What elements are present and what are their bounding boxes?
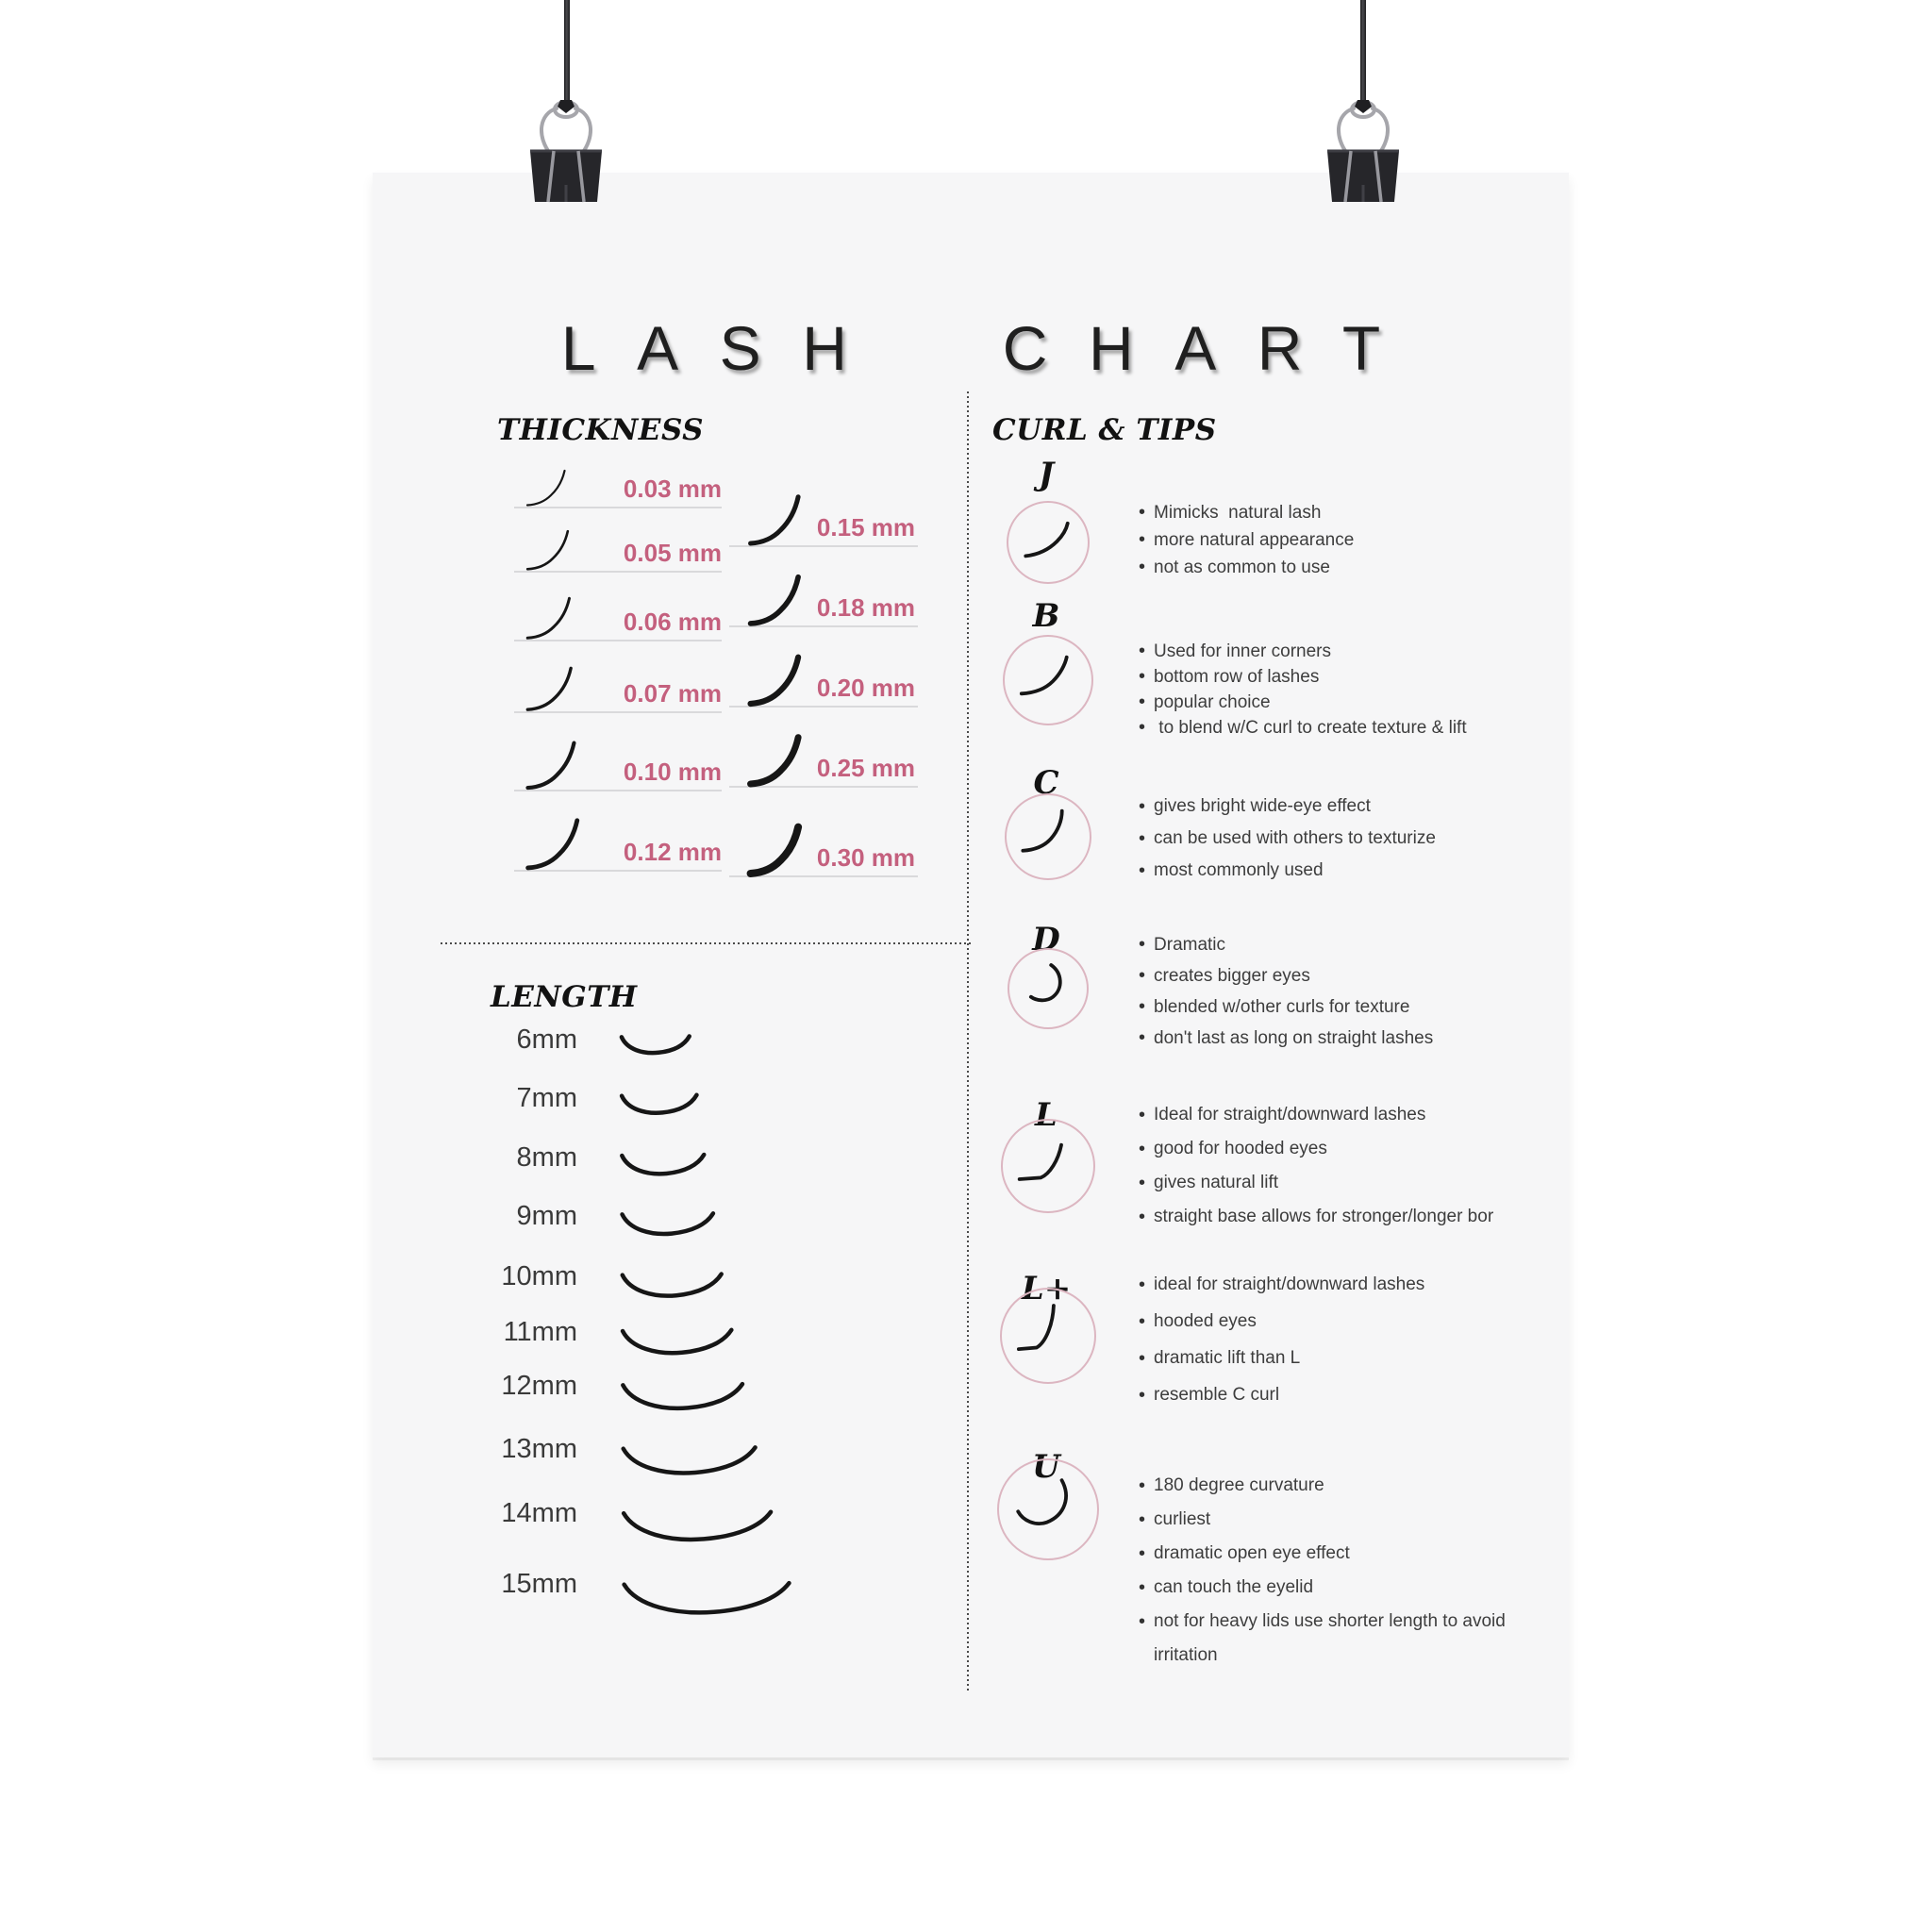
bullet-text: not as common to use <box>1154 558 1330 577</box>
length-section-header: LENGTH <box>491 980 638 1014</box>
bullet-item <box>1139 554 1582 581</box>
binder-clip-right <box>1316 94 1410 204</box>
bullet-dot: • <box>1139 529 1146 550</box>
bullet-dot: • <box>1139 996 1146 1017</box>
bullet-item <box>1139 1098 1582 1132</box>
bullet-dot: • <box>1139 691 1146 712</box>
lash-length-curve-icon <box>620 1442 759 1480</box>
lash-length-curve-icon <box>620 1379 746 1415</box>
bullet-dot: • <box>1139 828 1146 849</box>
bullet-dot: • <box>1139 1105 1146 1125</box>
lash-length-curve-icon <box>620 1091 699 1118</box>
thickness-value-label: 0.10 mm <box>623 758 722 786</box>
thickness-value-label: 0.20 mm <box>816 674 915 702</box>
page-title: LASH CHART <box>560 313 1422 383</box>
bullet-text: Mimicks natural lash <box>1154 503 1322 523</box>
bullet-text: popular choice <box>1154 692 1271 712</box>
bullet-item <box>1139 1469 1582 1503</box>
bullet-text: not for heavy lids use shorter length to avoid irritation <box>1154 1611 1511 1665</box>
curl-lash-curve-icon <box>1010 1128 1087 1205</box>
length-value-label: 12mm <box>501 1371 577 1401</box>
bullet-item <box>1139 690 1582 715</box>
bullet-text: straight base allows for stronger/longer bor <box>1154 1207 1494 1226</box>
bullet-item <box>1139 1605 1535 1673</box>
length-value-label: 8mm <box>516 1142 577 1173</box>
bullet-dot: • <box>1139 965 1146 986</box>
bullet-dot: • <box>1139 860 1146 881</box>
bullet-item <box>1139 1166 1582 1200</box>
curl-lash-curve-icon <box>1011 643 1084 716</box>
thickness-value-label: 0.03 mm <box>623 475 722 503</box>
bullet-item <box>1139 791 1582 823</box>
thickness-value-label: 0.18 mm <box>816 593 915 622</box>
bullet-text: most commonly used <box>1154 860 1324 880</box>
length-value-label: 13mm <box>501 1434 577 1464</box>
curl-circle-icon <box>1007 501 1090 584</box>
length-value-label: 10mm <box>501 1261 577 1291</box>
bullet-item <box>1139 1305 1582 1339</box>
bullet-item <box>1139 1023 1582 1054</box>
bullet-item <box>1139 1341 1582 1375</box>
bullet-text: gives natural lift <box>1154 1173 1279 1192</box>
curl-circle-icon <box>1003 635 1093 725</box>
bullet-item <box>1139 823 1582 855</box>
length-value-label: 9mm <box>516 1201 577 1231</box>
lash-length-curve-icon <box>620 1325 735 1359</box>
vertical-dotted-divider <box>967 391 969 1693</box>
curl-lash-curve-icon <box>1009 1297 1087 1374</box>
curl-circle-icon <box>1008 948 1089 1029</box>
bullet-dot: • <box>1139 1577 1146 1598</box>
bullet-text: ideal for straight/downward lashes <box>1154 1274 1425 1294</box>
horizontal-dotted-divider <box>441 942 971 944</box>
bullet-dot: • <box>1139 1311 1146 1332</box>
thickness-row-underline <box>514 711 722 713</box>
length-value-label: 6mm <box>516 1024 577 1055</box>
bullet-item <box>1139 499 1582 526</box>
thickness-value-label: 0.15 mm <box>816 513 915 541</box>
bullet-text: can touch the eyelid <box>1154 1577 1314 1597</box>
thickness-row-underline <box>514 870 722 872</box>
bullet-text: blended w/other curls for texture <box>1154 997 1410 1017</box>
curl-lash-curve-icon <box>1015 509 1082 576</box>
curl-lash-curve-icon <box>1016 957 1081 1022</box>
length-value-label: 11mm <box>503 1317 577 1347</box>
bullet-item <box>1139 1200 1582 1234</box>
binder-clip-left <box>519 94 613 204</box>
bullet-text: to blend w/C curl to create texture & lift <box>1154 718 1467 738</box>
bullet-dot: • <box>1139 1139 1146 1159</box>
bullet-text: good for hooded eyes <box>1154 1139 1327 1158</box>
bullet-text: Ideal for straight/downward lashes <box>1154 1105 1426 1124</box>
bullet-dot: • <box>1139 666 1146 687</box>
thickness-value-label: 0.12 mm <box>623 838 722 866</box>
curl-letter-label: U <box>1032 1448 1060 1486</box>
curl-letter-label: D <box>1032 921 1060 958</box>
thickness-value-label: 0.25 mm <box>816 754 915 782</box>
bullet-text: 180 degree curvature <box>1154 1475 1324 1495</box>
curl-letter-label: L+ <box>1021 1270 1072 1307</box>
bullet-item <box>1139 1503 1582 1537</box>
curl-lash-curve-icon <box>1007 1468 1089 1550</box>
thickness-value-label: 0.05 mm <box>623 539 722 567</box>
bullet-item <box>1139 1132 1582 1166</box>
bullet-dot: • <box>1139 717 1146 738</box>
lash-length-curve-icon <box>620 1507 775 1547</box>
bullet-item <box>1139 1268 1582 1302</box>
bullet-item <box>1139 1378 1582 1412</box>
curl-circle-icon <box>1000 1288 1096 1384</box>
bullet-dot: • <box>1139 934 1146 955</box>
bullet-item <box>1139 1571 1582 1605</box>
bullet-text: can be used with others to texturize <box>1154 828 1436 848</box>
bullet-text: dramatic open eye effect <box>1154 1543 1350 1563</box>
bullet-dot: • <box>1139 1173 1146 1193</box>
bullet-text: Dramatic <box>1154 935 1226 955</box>
bullet-dot: • <box>1139 1207 1146 1227</box>
bullet-item <box>1139 929 1582 960</box>
thickness-row-underline <box>514 507 722 508</box>
bullet-dot: • <box>1139 1611 1146 1632</box>
bullet-dot: • <box>1139 1543 1146 1564</box>
curl-letter-label: C <box>1033 764 1059 802</box>
bullet-item <box>1139 960 1582 991</box>
thickness-row-underline <box>514 640 722 641</box>
length-value-label: 14mm <box>501 1498 577 1528</box>
bullet-dot: • <box>1139 1509 1146 1530</box>
length-value-label: 7mm <box>516 1083 577 1113</box>
bullet-dot: • <box>1139 1348 1146 1369</box>
bullet-dot: • <box>1139 1385 1146 1406</box>
bullet-item <box>1139 1537 1582 1571</box>
bullet-item <box>1139 855 1582 887</box>
curl-lash-curve-icon <box>1013 802 1083 872</box>
bullet-text: more natural appearance <box>1154 530 1355 550</box>
bullet-text: creates bigger eyes <box>1154 966 1310 986</box>
thickness-value-label: 0.07 mm <box>623 679 722 708</box>
bullet-text: don't last as long on straight lashes <box>1154 1028 1434 1048</box>
thickness-row-underline <box>514 790 722 791</box>
bullet-item <box>1139 526 1582 554</box>
thickness-row-underline <box>729 706 918 708</box>
bullet-item <box>1139 639 1582 664</box>
bullet-text: resemble C curl <box>1154 1385 1280 1405</box>
bullet-text: dramatic lift than L <box>1154 1348 1301 1368</box>
hanging-string-left <box>564 0 570 106</box>
bullet-text: Used for inner corners <box>1154 641 1331 661</box>
thickness-row-underline <box>729 545 918 547</box>
lash-chart-poster <box>373 173 1569 1757</box>
length-value-label: 15mm <box>501 1569 577 1599</box>
bullet-dot: • <box>1139 502 1146 523</box>
bullet-dot: • <box>1139 641 1146 661</box>
curl-circle-icon <box>997 1458 1099 1560</box>
bullet-dot: • <box>1139 796 1146 817</box>
curl-letter-label: J <box>1038 456 1055 493</box>
thickness-row-underline <box>514 571 722 573</box>
bullet-dot: • <box>1139 1274 1146 1295</box>
curl-circle-icon <box>1001 1119 1095 1213</box>
thickness-value-label: 0.30 mm <box>816 843 915 872</box>
lash-length-curve-icon <box>620 1151 707 1179</box>
bullet-text: hooded eyes <box>1154 1311 1257 1331</box>
curl-tips-section-header: CURL & TIPS <box>992 413 1217 447</box>
bullet-item <box>1139 664 1582 690</box>
thickness-value-label: 0.06 mm <box>623 608 722 636</box>
curl-letter-label: B <box>1032 597 1060 635</box>
bullet-dot: • <box>1139 1475 1146 1496</box>
bullet-dot: • <box>1139 1027 1146 1048</box>
bullet-text: curliest <box>1154 1509 1211 1529</box>
bullet-item <box>1139 715 1582 741</box>
lash-length-curve-icon <box>620 1270 724 1302</box>
lash-length-curve-icon <box>620 1209 716 1240</box>
lash-length-curve-icon <box>620 1577 794 1621</box>
thickness-section-header: THICKNESS <box>497 413 705 447</box>
curl-letter-label: L <box>1035 1096 1058 1134</box>
hanging-string-right <box>1360 0 1366 106</box>
lash-length-curve-icon <box>620 1033 691 1058</box>
bullet-item <box>1139 991 1582 1023</box>
thickness-row-underline <box>729 625 918 627</box>
bullet-text: gives bright wide-eye effect <box>1154 796 1371 816</box>
bullet-text: bottom row of lashes <box>1154 667 1320 687</box>
curl-circle-icon <box>1005 793 1091 880</box>
bullet-dot: • <box>1139 557 1146 577</box>
